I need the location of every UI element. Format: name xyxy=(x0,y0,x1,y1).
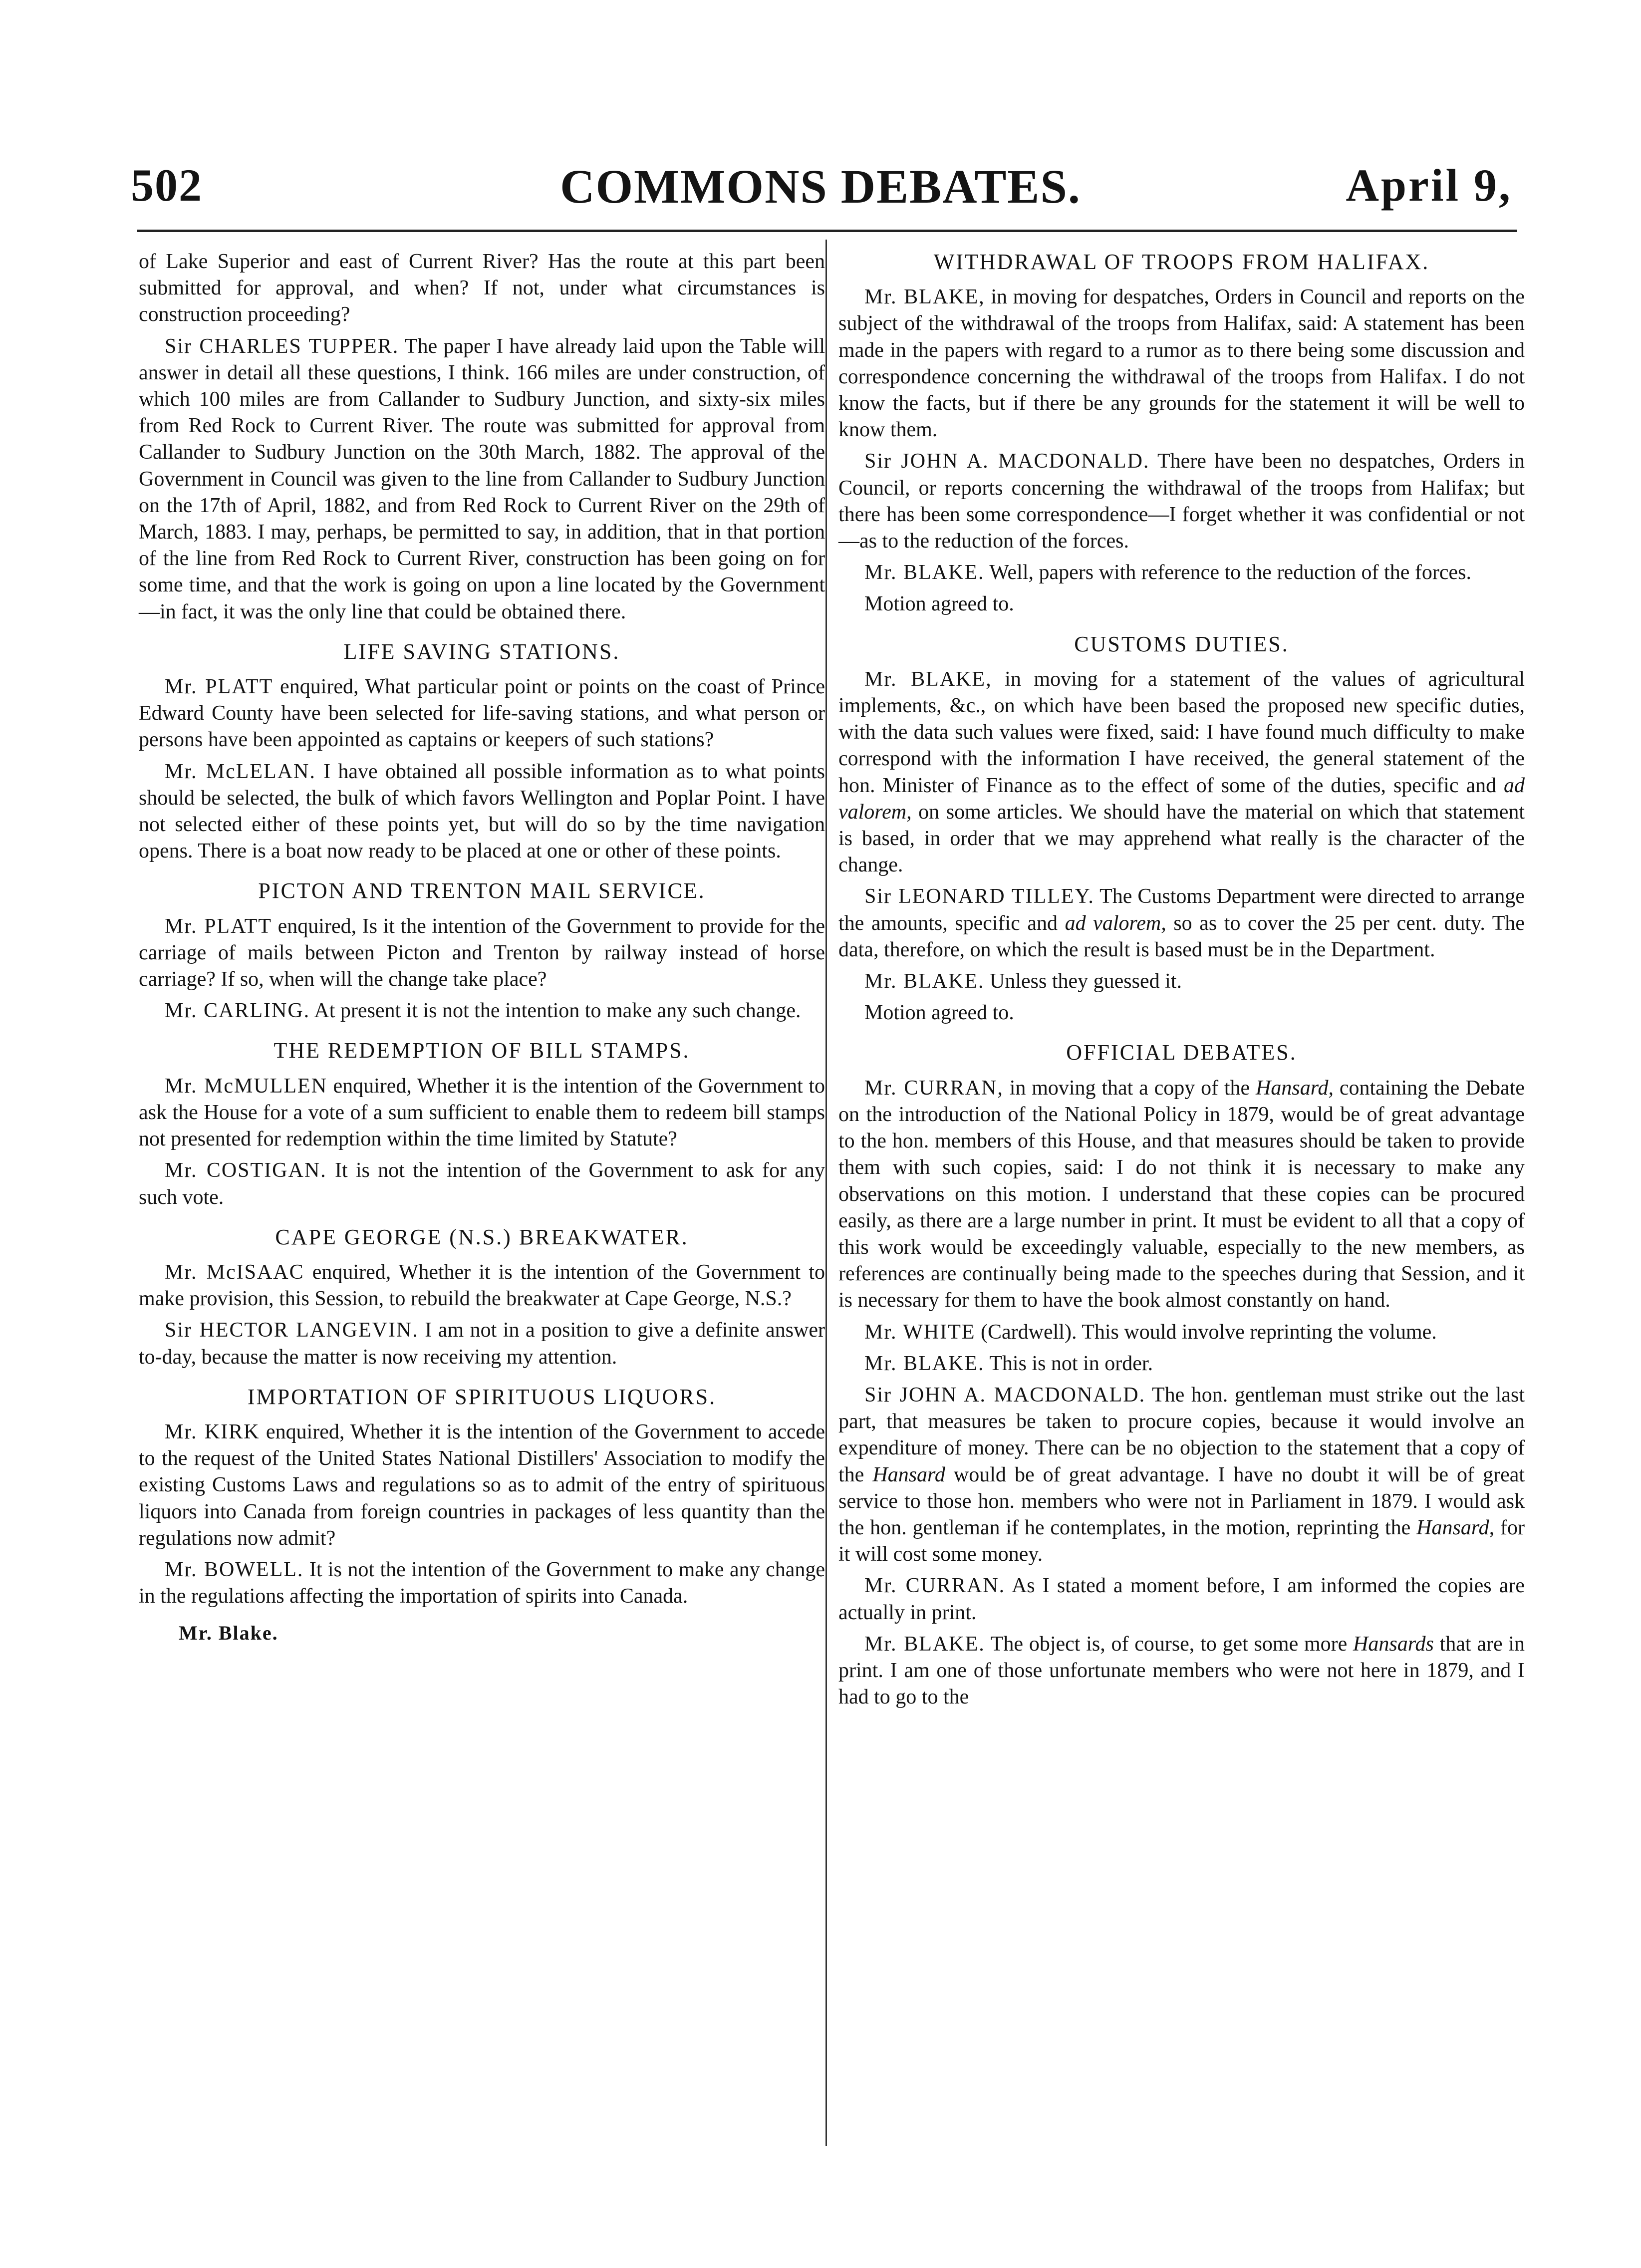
speaker-name: Mr. CARLING. xyxy=(165,999,310,1023)
paragraph xyxy=(838,591,1525,617)
paragraph xyxy=(838,284,1525,443)
catchword-footer: Mr. Blake. xyxy=(179,1622,278,1645)
speaker-name: Mr. BLAKE. xyxy=(864,1632,985,1656)
page-number: 502 xyxy=(131,160,203,211)
paragraph xyxy=(838,1319,1525,1346)
paragraph xyxy=(838,1631,1525,1711)
paragraph xyxy=(139,249,825,328)
paragraph-text: enquired, Whether it is the intention of the Government to accede to the request of the United States National Distillers' Association to modify the existing Customs Laws and regulations so as to admit of the entry of spirituous liquors into Canada from foreign countries in packages of less quantity than the regulations now admit? xyxy=(139,1420,825,1550)
paragraph xyxy=(838,1573,1525,1626)
paragraph-text: would be of great advantage. I have no doubt it will be of great service to those hon. members who were not in Parliament in 1879. I would ask the hon. gentleman if he contemplates, in the motion, reprinting the xyxy=(838,1463,1525,1539)
paragraph-text: At present it is not the intention to make any such change. xyxy=(314,999,801,1023)
paragraph-text: There have been no despatches, Orders in Council, or reports concerning the withdrawal of the troops from Halifax; but there has been some correspondence—I forget whether it was confidential or not—as to the reduction of the forces. xyxy=(838,450,1525,553)
paragraph-text: As I stated a moment before, I am informed the copies are actually in print. xyxy=(838,1574,1525,1624)
speaker-name: Mr. WHITE xyxy=(864,1320,976,1344)
speaker-name: Sir CHARLES TUPPER. xyxy=(165,334,399,358)
column-divider xyxy=(825,240,827,2146)
paragraph xyxy=(838,666,1525,879)
italic-text: Hansards xyxy=(1353,1632,1434,1656)
page-date: April 9, xyxy=(1346,160,1512,211)
paragraph xyxy=(139,998,825,1024)
paragraph-text: of Lake Superior and east of Current River? Has the route at this part been submitted for approval, and when? If not, under what circumstances is construction proceeding? xyxy=(139,250,825,326)
speaker-name: Mr. BLAKE. xyxy=(864,970,985,993)
paragraph xyxy=(838,448,1525,555)
page-title: COMMONS DEBATES. xyxy=(560,160,1081,213)
italic-text: Hansard xyxy=(872,1463,945,1486)
speaker-name: Mr. McMULLEN xyxy=(165,1074,327,1098)
paragraph-text: enquired, Whether it is the intention of the Government to ask the House for a vote of a sum sufficient to enable them to redeem bill stamps not presented for redemption within the time limited by Statute? xyxy=(139,1074,825,1151)
paragraph-text: in moving for despatches, Orders in Council and reports on the subject of the withdrawal of the troops from Halifax, said: A statement has been made in the papers with regard to a rumor as to there being some discussion and correspondence concerning the withdrawal of the troops from Halifax. I do not know the facts, but if there be any grounds for the statement it will be well to know them. xyxy=(838,285,1525,442)
paragraph xyxy=(139,1157,825,1210)
paragraph-text: enquired, What particular point or points on the coast of Prince Edward County have been selected for life-saving stations, and what person or persons have been appointed as captains or keepers of such stations? xyxy=(139,675,825,752)
speaker-name: Mr. PLATT xyxy=(165,675,274,699)
speaker-name: Mr. COSTIGAN. xyxy=(165,1159,327,1182)
speaker-name: Sir JOHN A. MACDONALD. xyxy=(864,450,1150,473)
paragraph-text: I have obtained all possible information as to what points should be selected, the bulk of which favors Wellington and Poplar Point. I have not selected either of these points yet, but will do so by the time navigation opens. There is a boat now ready to be placed at one or other of these points. xyxy=(139,760,825,863)
paragraph xyxy=(838,560,1525,586)
paragraph xyxy=(838,1351,1525,1377)
italic-text: ad valorem, xyxy=(838,774,1525,824)
italic-text: Hansard, xyxy=(1256,1076,1334,1100)
paragraph-text: The hon. gentleman must strike out the last part, that measures be taken to procure copies, because it would involve an expenditure of money. There can be no objection to the statement that a copy of the xyxy=(838,1383,1525,1486)
paragraph-text: Well, papers with reference to the reduction of the forces. xyxy=(989,561,1471,584)
speaker-name: Mr. CURRAN, xyxy=(864,1076,1004,1100)
section-heading: IMPORTATION OF SPIRITUOUS LIQUORS. xyxy=(247,1384,717,1409)
header-rule xyxy=(137,230,1517,232)
paragraph xyxy=(139,913,825,993)
speaker-name: Sir JOHN A. MACDONALD. xyxy=(864,1383,1146,1407)
paragraph-text: enquired, Whether it is the intention of the Government to make provision, this Session, to rebuild the breakwater at Cape George, N.S.? xyxy=(139,1260,825,1311)
paragraph-text: containing the Debate on the introduction of the National Policy in 1879, would be of great advantage to the hon. members of this House, and that measures should be taken to provide them with such copies, said: I do not think it is necessary to make any observations on this motion. I understand that these copies can be procured easily, as there are a large number in print. It must be evident to all that a copy of this work would be exceedingly valuable, especially to the new members, as references are continually being made to the speeches during that Session, and it is necessary for them to have the book almost constantly on hand. xyxy=(838,1076,1525,1312)
paragraph-text: so as to cover the 25 per cent. duty. The data, therefore, on which the result is based must be in the Department. xyxy=(838,911,1525,961)
speaker-name: Mr. KIRK xyxy=(165,1420,260,1443)
paragraph-text: on some articles. We should have the material on which that statement is based, in order that we may apprehend what really is the character of the change. xyxy=(838,800,1525,877)
paragraph xyxy=(139,1419,825,1552)
speaker-name: Mr. BLAKE, xyxy=(864,667,992,691)
paragraph-text: enquired, Is it the intention of the Government to provide for the carriage of mails between Picton and Trenton by railway instead of horse carriage? If so, when will the change take place? xyxy=(139,914,825,991)
speaker-name: Mr. BLAKE. xyxy=(864,561,985,584)
paragraph-text: in moving for a statement of the values of agricultural implements, &c., on which have been based the proposed new specific duties, with the data such values were fixed, said: I have found much difficulty to make correspond with the information I have received, the general statement of the hon. Minister of Finance as to the effect of some of the duties, specific and xyxy=(838,667,1525,797)
paragraph-text: (Cardwell). This would involve reprinting the volume. xyxy=(981,1320,1437,1344)
paragraph xyxy=(139,759,825,865)
paragraph xyxy=(838,883,1525,963)
speaker-name: Mr. BOWELL. xyxy=(165,1558,304,1581)
paragraph-text: that are in print. I am one of those unfortunate members who were not here in 1879, and I had to go to the xyxy=(838,1632,1525,1709)
left-column xyxy=(139,249,825,1647)
paragraph-text: The object is, of course, to get some more xyxy=(990,1632,1348,1656)
paragraph xyxy=(139,1557,825,1610)
paragraph-text: I am not in a position to give a definite answer to-day, because the matter is now receiving my attention. xyxy=(139,1319,825,1369)
section-heading: PICTON AND TRENTON MAIL SERVICE. xyxy=(258,878,706,903)
section-heading: LIFE SAVING STATIONS. xyxy=(343,639,620,664)
paragraph xyxy=(139,1073,825,1153)
right-column xyxy=(838,249,1525,1715)
section-heading: THE REDEMPTION OF BILL STAMPS. xyxy=(274,1038,690,1063)
italic-text: Hansard, xyxy=(1416,1516,1495,1539)
section-heading: OFFICIAL DEBATES. xyxy=(1066,1040,1297,1065)
speaker-name: Mr. McISAAC xyxy=(165,1260,304,1284)
paragraph-text: Unless they guessed it. xyxy=(990,970,1182,993)
paragraph-text: Motion agreed to. xyxy=(864,1001,1014,1025)
speaker-name: Mr. McLELAN. xyxy=(165,760,316,783)
paragraph-text: This is not in order. xyxy=(989,1352,1153,1375)
paragraph xyxy=(139,1259,825,1312)
paragraph xyxy=(838,1000,1525,1026)
paragraph-text: for it will cost some money. xyxy=(838,1516,1525,1566)
section-heading: CUSTOMS DUTIES. xyxy=(1074,631,1289,656)
italic-text: ad valorem, xyxy=(1065,911,1166,935)
speaker-name: Mr. PLATT xyxy=(165,914,273,938)
speaker-name: Mr. BLAKE. xyxy=(864,1352,985,1375)
paragraph xyxy=(139,1317,825,1370)
paragraph-text: in moving that a copy of the xyxy=(1009,1076,1250,1100)
paragraph-text: The paper I have already laid upon the Table will answer in detail all these questions, I think. 166 miles are under construction, of which 100 miles are from Callander to Sudbury Junction, and sixty-six miles from Red Rock to Current River. The route was submitted for approval from Callander to Sudbury Junction on the 30th March, 1882. The approval of the Government in Council was given to the line from Callander to Sudbury Junction on the 17th of April, 1882, and from Red Rock to Current River on the 29th of March, 1883. I may, perhaps, be permitted to say, in addition, that in that portion of the line from Red Rock to Current River, construction has been going on for some time, and that the work is going on upon a line located by the Government—in fact, it was the only line that could be obtained there. xyxy=(139,334,825,623)
paragraph xyxy=(838,1075,1525,1314)
paragraph-text: Motion agreed to. xyxy=(864,592,1014,616)
paragraph-text: The Customs Department were directed to arrange the amounts, specific and xyxy=(838,885,1525,935)
paragraph xyxy=(139,333,825,625)
paragraph-text: It is not the intention of the Government to ask for any such vote. xyxy=(139,1159,825,1209)
paragraph xyxy=(838,968,1525,995)
speaker-name: Mr. CURRAN. xyxy=(864,1574,1006,1598)
section-heading: WITHDRAWAL OF TROOPS FROM HALIFAX. xyxy=(933,250,1430,274)
paragraph xyxy=(139,674,825,754)
speaker-name: Sir LEONARD TILLEY. xyxy=(864,885,1094,908)
speaker-name: Sir HECTOR LANGEVIN. xyxy=(165,1319,419,1342)
section-heading: CAPE GEORGE (N.S.) BREAKWATER. xyxy=(275,1224,689,1249)
speaker-name: Mr. BLAKE, xyxy=(864,285,985,309)
paragraph-text: It is not the intention of the Government to make any change in the regulations affecting the importation of spirits into Canada. xyxy=(139,1558,825,1608)
paragraph xyxy=(838,1382,1525,1568)
